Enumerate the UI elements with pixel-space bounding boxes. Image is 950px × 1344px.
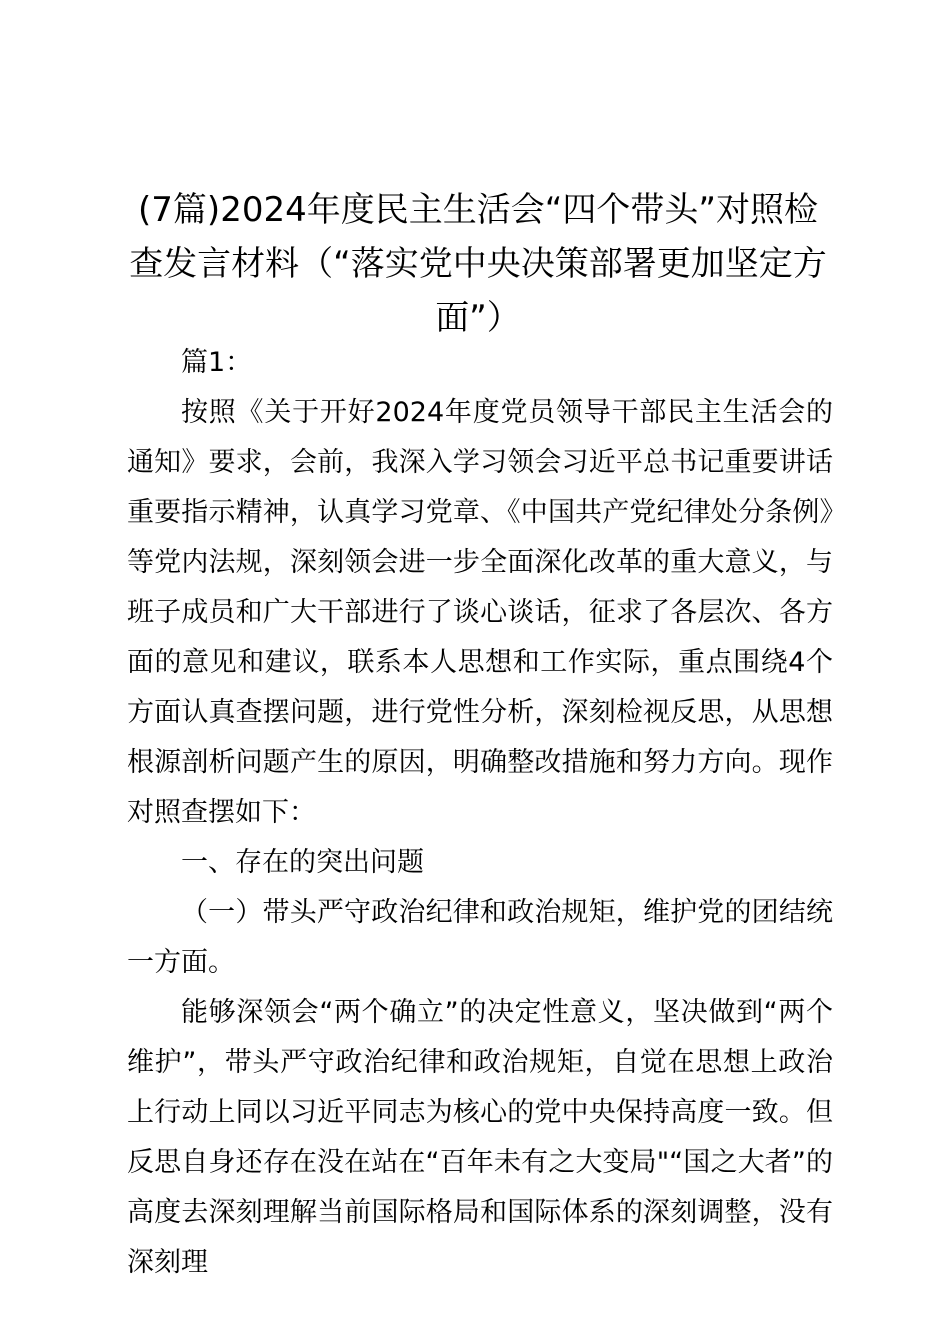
document-title: (7篇)2024年度民主生活会“四个带头”对照检查发言材料（“落实党中央决策部署更加坚定方面”） <box>129 190 827 338</box>
body-paragraph: 能够深领会“两个确立”的决定性意义，坚决做到“两个维护”，带头严守政治纪律和政治规矩，自觉在思想上政治上行动上同以习近平同志为核心的党中央保持高度一致。但反思自身还存在没在站在“百年未有之大变局"“国之大者”的高度去深刻理解当前国际格局和国际体系的深刻调整，没有深刻理 <box>127 997 833 1278</box>
intro-paragraph: 按照《关于开好2024年度党员领导干部民主生活会的通知》要求，会前，我深入学习领会习近平总书记重要讲话重要指示精神，认真学习党章、《中国共产党纪律处分条例》等党内法规，深刻领会进一步全面深化改革的重大意义，与班子成员和广大干部进行了谈心谈话，征求了各层次、各方面的意见和建议，联系本人思想和工作实际，重点围绕4个方面认真查摆问题，进行党性分析，深刻检视反思，从思想根源剖析问题产生的原因，明确整改措施和努力方向。现作对照查摆如下： <box>127 397 833 828</box>
subsection-heading: （一）带头严守政治纪律和政治规矩，维护党的团结统一方面。 <box>127 897 833 978</box>
section-heading: 一、存在的突出问题 <box>181 847 424 878</box>
document-body <box>127 338 833 1288</box>
section-label: 篇1： <box>181 347 253 378</box>
